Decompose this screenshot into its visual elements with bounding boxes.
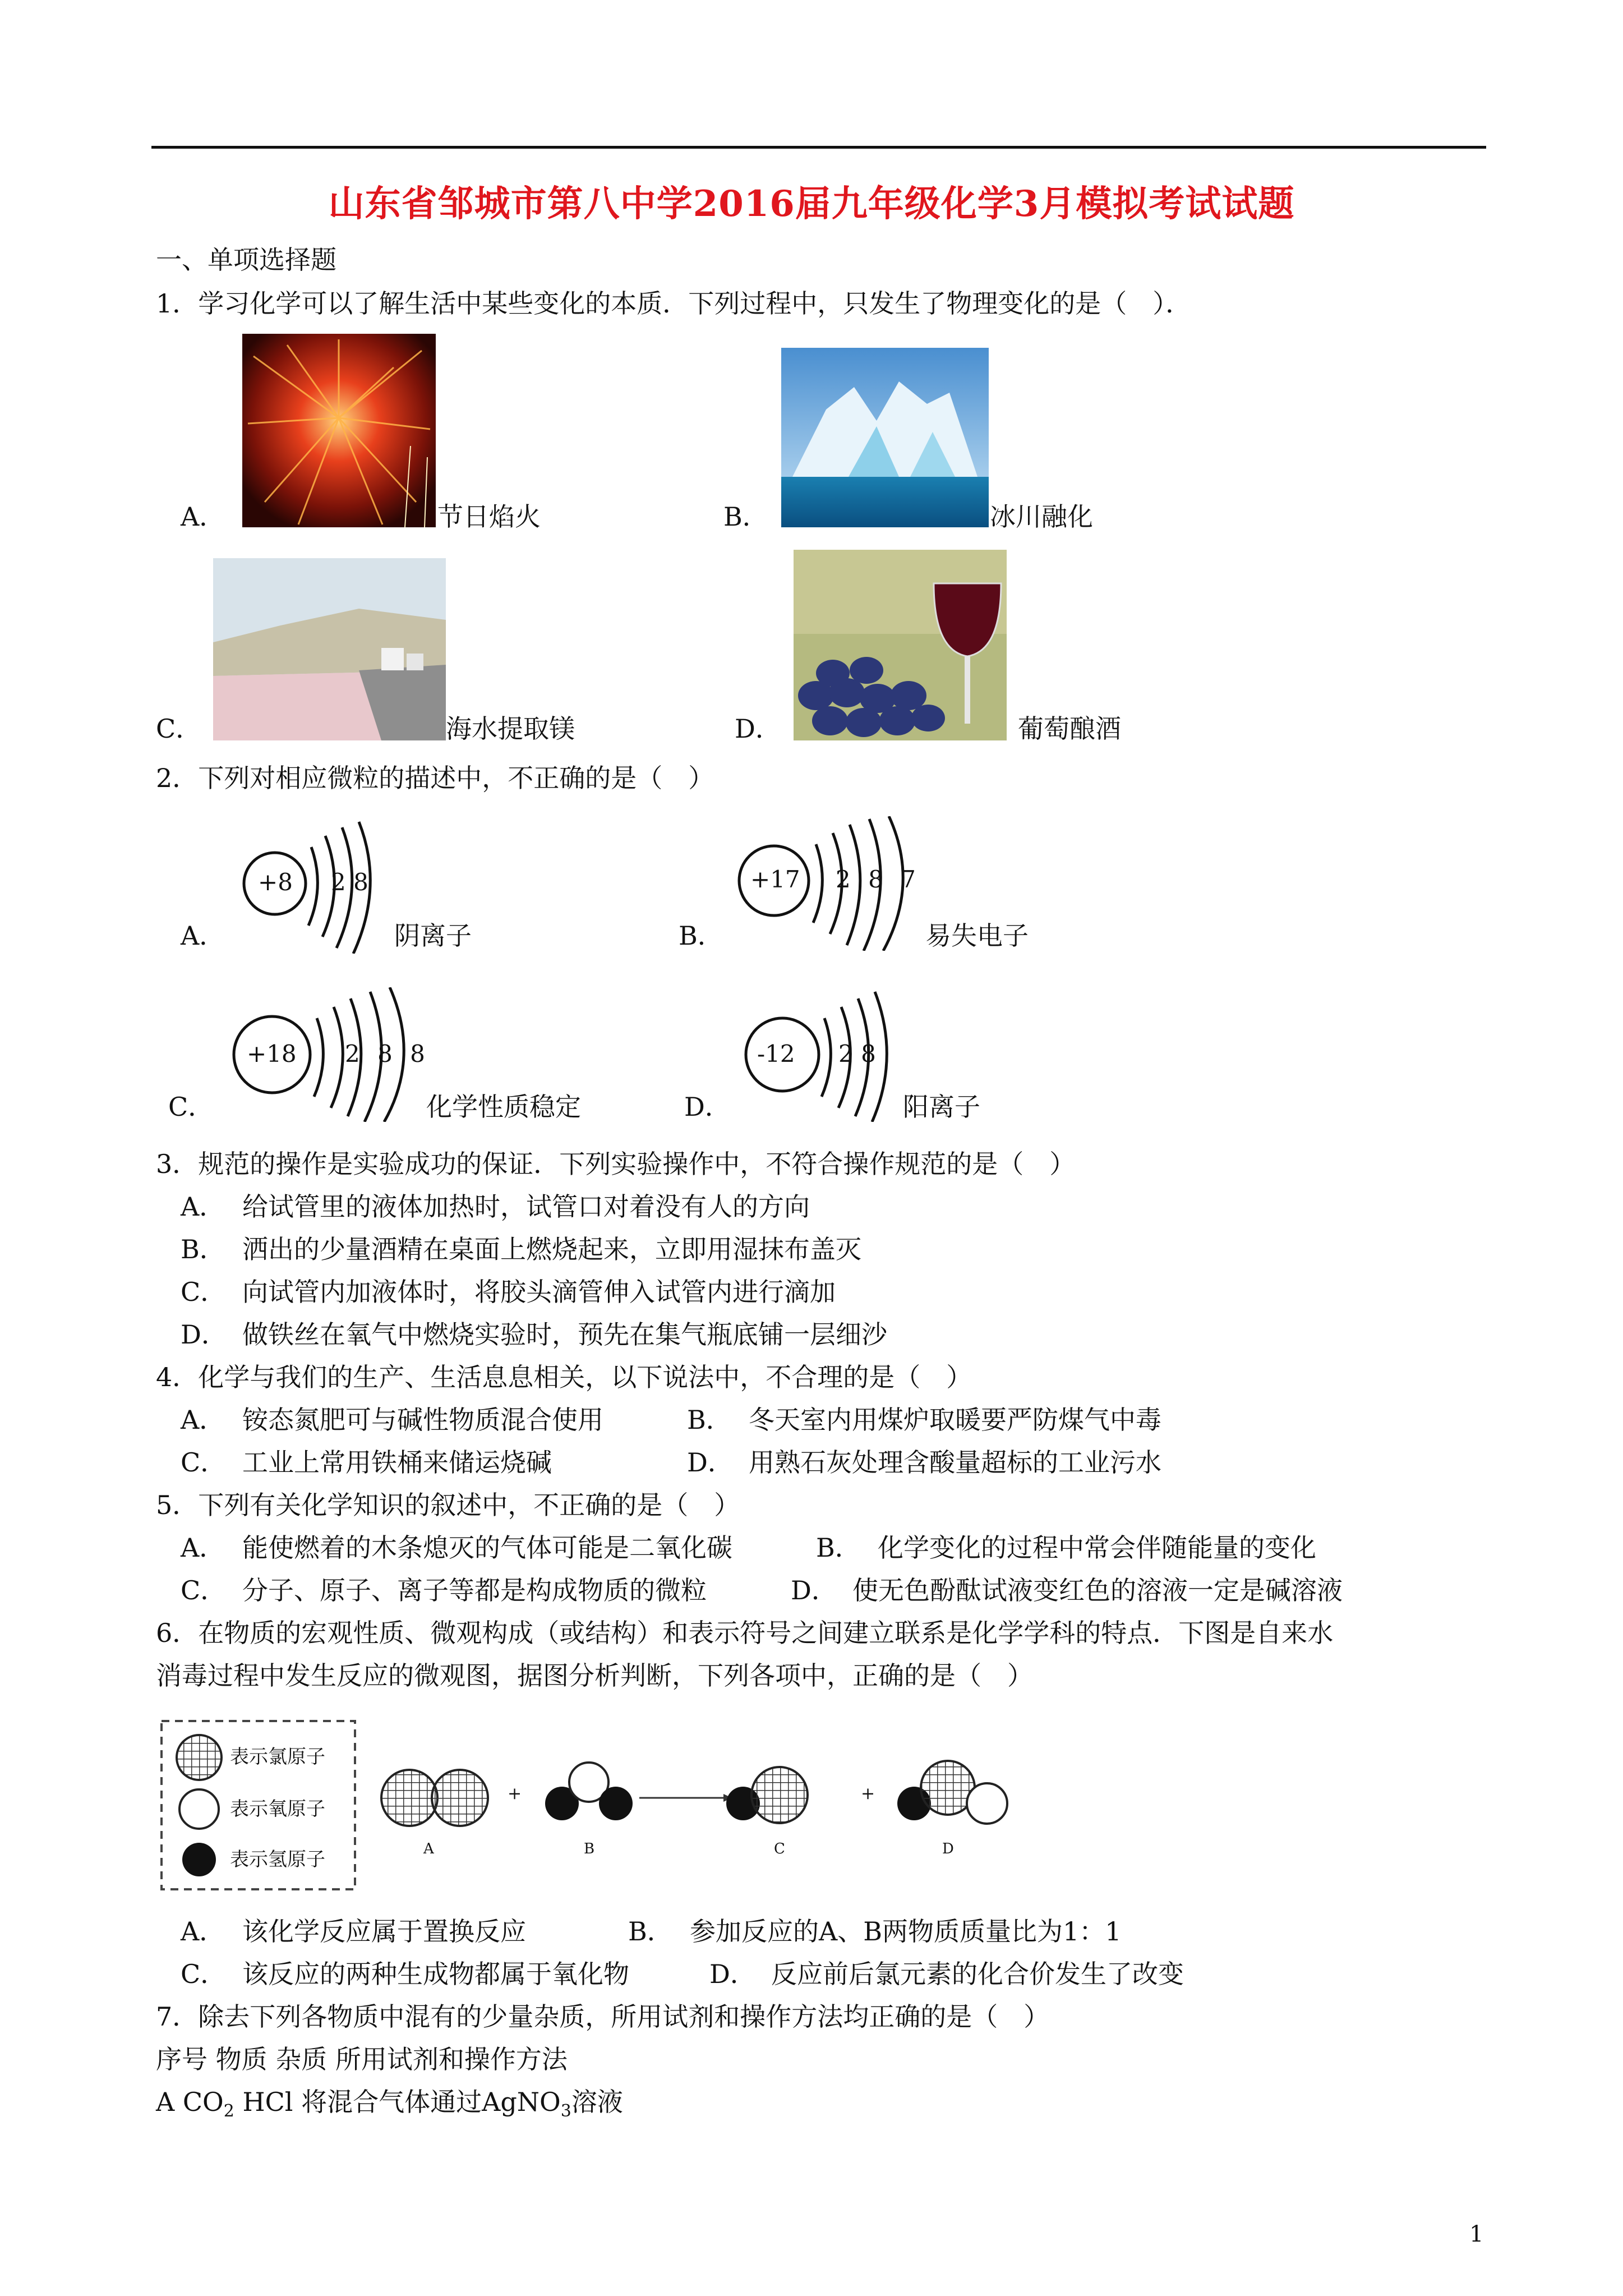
q1-option-c-letter: C． xyxy=(156,714,202,744)
nucleus-charge: +8 xyxy=(258,868,293,896)
page-title: 山东省邹城市第八中学2016届九年级化学3月模拟考试试题 xyxy=(328,183,1295,225)
molecule-d-label: D xyxy=(942,1841,954,1857)
nucleus-charge: +18 xyxy=(247,1040,297,1068)
q4-option-d-letter: D． xyxy=(687,1447,734,1478)
q1-option-b-letter: B． xyxy=(723,501,768,532)
q2-option-b-text: 易失电子 xyxy=(925,921,1029,951)
q5-option-a-text: 能使燃着的木条熄灭的气体可能是二氧化碳 xyxy=(242,1533,732,1563)
q1-option-b-text: 冰川融化 xyxy=(990,501,1093,532)
q7-stem: 7．除去下列各物质中混有的少量杂质，所用试剂和操作方法均正确的是（ ） xyxy=(156,2001,1050,2032)
nucleus-charge: +17 xyxy=(750,866,800,893)
q3-option-b-letter: B． xyxy=(181,1234,225,1264)
q2-option-b-letter: B． xyxy=(679,921,723,951)
q6-option-a-letter: A． xyxy=(181,1916,225,1947)
q1-option-a-text: 节日焰火 xyxy=(437,501,541,532)
q2-option-a-letter: A． xyxy=(181,921,225,951)
q4-stem: 4．化学与我们的生产、生活息息相关，以下说法中，不合理的是（ ） xyxy=(156,1362,972,1392)
q2-stem: 2．下列对相应微粒的描述中，不正确的是（ ） xyxy=(156,763,714,793)
fireworks-photo xyxy=(242,334,436,527)
q2-option-c-letter: C． xyxy=(168,1092,214,1122)
q1-stem: 1．学习化学可以了解生活中某些变化的本质．下列过程中，只发生了物理变化的是（ ）． xyxy=(156,288,1192,319)
q4-option-c-letter: C． xyxy=(181,1447,227,1478)
q5-option-d-letter: D． xyxy=(791,1575,837,1605)
q5-option-b-text: 化学变化的过程中常会伴随能量的变化 xyxy=(878,1533,1316,1563)
q6-option-c-text: 该反应的两种生成物都属于氧化物 xyxy=(242,1959,629,1989)
q5-option-c-text: 分子、原子、离子等都是构成物质的微粒 xyxy=(242,1575,707,1605)
q2-option-d-text: 阳离子 xyxy=(903,1092,980,1122)
shell-electrons: 2 8 xyxy=(331,868,368,896)
q4-option-a-letter: A． xyxy=(181,1405,225,1435)
atom-diagram-b xyxy=(735,816,937,951)
shell-electrons: 2 8 7 xyxy=(836,866,916,893)
nucleus-charge: -12 xyxy=(757,1040,795,1068)
wine-grapes-photo xyxy=(794,550,1007,740)
q6-option-d-letter: D． xyxy=(709,1959,756,1989)
atom-diagram-a xyxy=(241,819,398,954)
q1-option-c-text: 海水提取镁 xyxy=(446,714,575,744)
q4-option-b-letter: B． xyxy=(687,1405,732,1435)
shell-electrons: 2 8 xyxy=(838,1040,876,1068)
q2-option-a-text: 阴离子 xyxy=(394,921,472,951)
q6-option-c-letter: C． xyxy=(181,1959,227,1989)
molecule-c-label: C xyxy=(774,1841,785,1857)
plus-sign-2: + xyxy=(861,1784,875,1803)
shell-electrons: 2 8 8 xyxy=(345,1040,425,1068)
header-rule xyxy=(151,146,1486,149)
q3-option-c-letter: C． xyxy=(181,1277,227,1307)
plus-sign-1: + xyxy=(508,1784,522,1803)
q3-option-a-text: 给试管里的液体加热时，试管口对着没有人的方向 xyxy=(242,1191,810,1222)
q7-table-row-a: A $CO_2$ HCl 将混合气体通过AgNO$_3$溶液 xyxy=(156,2087,623,2122)
q7-table-header: 序号 物质 杂质 所用试剂和操作方法 xyxy=(156,2044,568,2074)
q4-option-b-text: 冬天室内用煤炉取暖要严防煤气中毒 xyxy=(749,1405,1161,1435)
q2-option-c-text: 化学性质稳定 xyxy=(426,1092,581,1122)
reaction-microscopic-diagram xyxy=(160,1719,1293,1893)
molecule-a-label: A xyxy=(423,1841,434,1857)
q6-option-d-text: 反应前后氯元素的化合价发生了改变 xyxy=(771,1959,1184,1989)
legend-hydrogen-label: 表示氢原子 xyxy=(230,1848,325,1871)
q6-stem-line1: 6．在物质的宏观性质、微观构成（或结构）和表示符号之间建立联系是化学学科的特点．下图是自来水 xyxy=(156,1618,1334,1648)
q2-option-d-letter: D． xyxy=(684,1092,731,1122)
q5-stem: 5．下列有关化学知识的叙述中，不正确的是（ ） xyxy=(156,1490,740,1520)
section-heading: 一、单项选择题 xyxy=(156,245,336,275)
q1-option-d-letter: D． xyxy=(735,714,781,744)
glacier-photo xyxy=(781,348,989,527)
q5-option-a-letter: A． xyxy=(181,1533,225,1563)
legend-oxygen-label: 表示氧原子 xyxy=(230,1798,325,1820)
q6-stem-line2: 消毒过程中发生反应的微观图，据图分析判断，下列各项中，正确的是（ ） xyxy=(156,1660,1033,1691)
page-number: 1 xyxy=(1469,2221,1484,2247)
q6-option-b-letter: B． xyxy=(628,1916,673,1947)
q6-option-b-text: 参加反应的A、B两物质质量比为1：1 xyxy=(690,1916,1122,1947)
q4-option-a-text: 铵态氮肥可与碱性物质混合使用 xyxy=(242,1405,603,1435)
q1-option-a-letter: A． xyxy=(181,501,225,532)
q3-option-c-text: 向试管内加液体时，将胶头滴管伸入试管内进行滴加 xyxy=(242,1277,836,1307)
q3-option-b-text: 洒出的少量酒精在桌面上燃烧起来，立即用湿抹布盖灭 xyxy=(242,1234,861,1264)
q3-option-d-letter: D． xyxy=(181,1319,227,1350)
q4-option-c-text: 工业上常用铁桶来储运烧碱 xyxy=(242,1447,552,1478)
atom-diagram-c xyxy=(227,987,435,1122)
atom-diagram-d xyxy=(740,987,909,1122)
q4-option-d-text: 用熟石灰处理含酸量超标的工业污水 xyxy=(749,1447,1161,1478)
legend-chlorine-label: 表示氯原子 xyxy=(230,1746,325,1768)
q3-option-a-letter: A． xyxy=(181,1191,225,1222)
q3-stem: 3．规范的操作是实验成功的保证．下列实验操作中，不符合操作规范的是（ ） xyxy=(156,1149,1076,1179)
salt-flat-photo xyxy=(213,558,446,740)
q5-option-b-letter: B． xyxy=(816,1533,861,1563)
molecule-b-label: B xyxy=(584,1841,595,1857)
q3-option-d-text: 做铁丝在氧气中燃烧实验时，预先在集气瓶底铺一层细沙 xyxy=(242,1319,887,1350)
q5-option-d-text: 使无色酚酞试液变红色的溶液一定是碱溶液 xyxy=(852,1575,1343,1605)
q5-option-c-letter: C． xyxy=(181,1575,227,1605)
q6-option-a-text: 该化学反应属于置换反应 xyxy=(242,1916,526,1947)
q1-option-d-text: 葡萄酿酒 xyxy=(1018,714,1121,744)
